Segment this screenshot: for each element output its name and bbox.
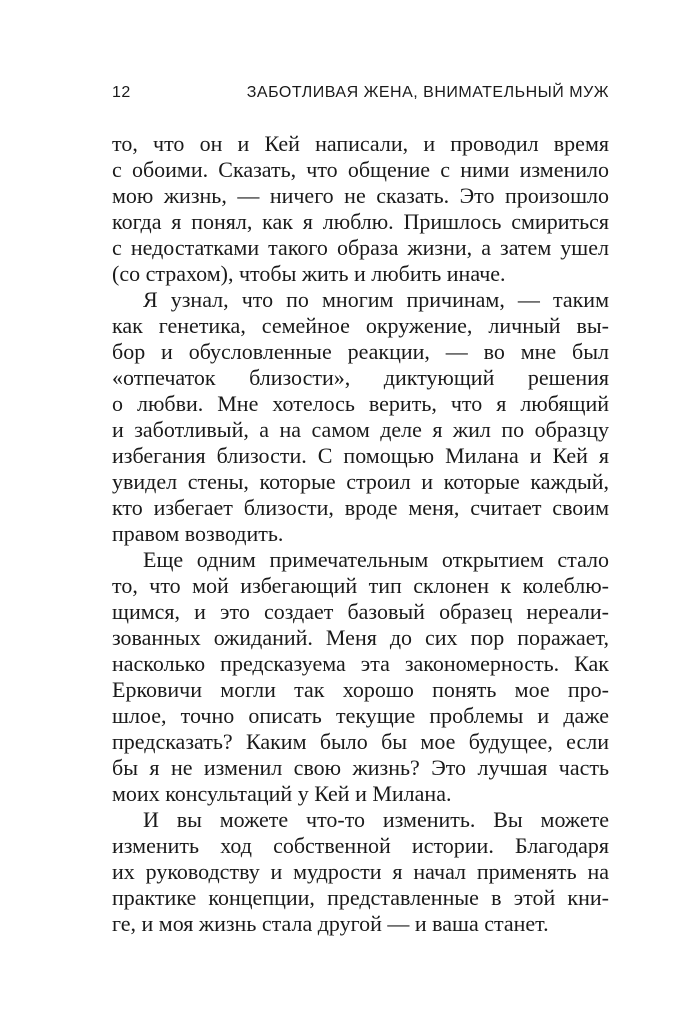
paragraph [112,131,609,287]
running-title: ЗАБОТЛИВАЯ ЖЕНА, ВНИМАТЕЛЬНЫЙ МУЖ [246,84,609,101]
text-line: то, что он и Кей написали, и проводил время [112,131,609,156]
text-line: ге, и моя жизнь стала другой — и ваша станет. [112,911,549,936]
text-line: зованных ожиданий. Меня до сих пор поражает, [112,625,609,650]
text-line: с обоими. Сказать, что общение с ними изменило [112,157,609,182]
text-line: то, что мой избегающий тип склонен к колеблю- [112,573,609,598]
text-line: избегания близости. С помощью Милана и Кей я [112,443,609,468]
text-line: И вы можете что-то изменить. Вы можете [143,807,609,832]
text-line: как генетика, семейное окружение, личный вы- [112,313,609,338]
text-line: мою жизнь, — ничего не сказать. Это произошло [112,183,609,208]
text-line: изменить ход собственной истории. Благодаря [112,833,609,858]
text-line: шлое, точно описать текущие проблемы и даже [112,703,609,728]
running-header [112,84,609,108]
paragraph [112,547,609,807]
paragraph [112,287,609,547]
paragraph [112,807,609,937]
text-line: «отпечаток близости», диктующий решения [112,365,609,390]
text-line: кто избегает близости, вроде меня, считает своим [112,495,609,520]
page-number: 12 [112,84,131,101]
text-line: когда я понял, как я люблю. Пришлось смириться [112,209,609,234]
text-line: практике концепции, представленные в этой кни- [112,885,609,910]
text-line: насколько предсказуема эта закономерность. Как [112,651,609,676]
text-line: о любви. Мне хотелось верить, что я любящий [112,391,609,416]
text-line: и заботливый, а на самом деле я жил по образцу [112,417,609,442]
text-line: моих консультаций у Кей и Милана. [112,781,452,806]
text-line: предсказать? Каким было бы мое будущее, если [112,729,609,754]
text-line: Еще одним примечательным открытием стало [143,547,609,572]
text-line: Ерковичи могли так хорошо понять мое про- [112,677,609,702]
text-line: их руководству и мудрости я начал применять на [112,859,609,884]
text-line: бы я не изменил свою жизнь? Это лучшая часть [112,755,609,780]
text-line: правом возводить. [112,521,284,546]
page-body [112,131,609,937]
text-line: бор и обусловленные реакции, — во мне был [112,339,609,364]
text-line: Я узнал, что по многим причинам, — таким [143,287,609,312]
text-line: щимся, и это создает базовый образец нереали- [112,599,609,624]
text-line: с недостатками такого образа жизни, а затем ушел [112,235,609,260]
text-line: увидел стены, которые строил и которые каждый, [112,469,609,494]
text-line: (со страхом), чтобы жить и любить иначе. [112,261,506,286]
